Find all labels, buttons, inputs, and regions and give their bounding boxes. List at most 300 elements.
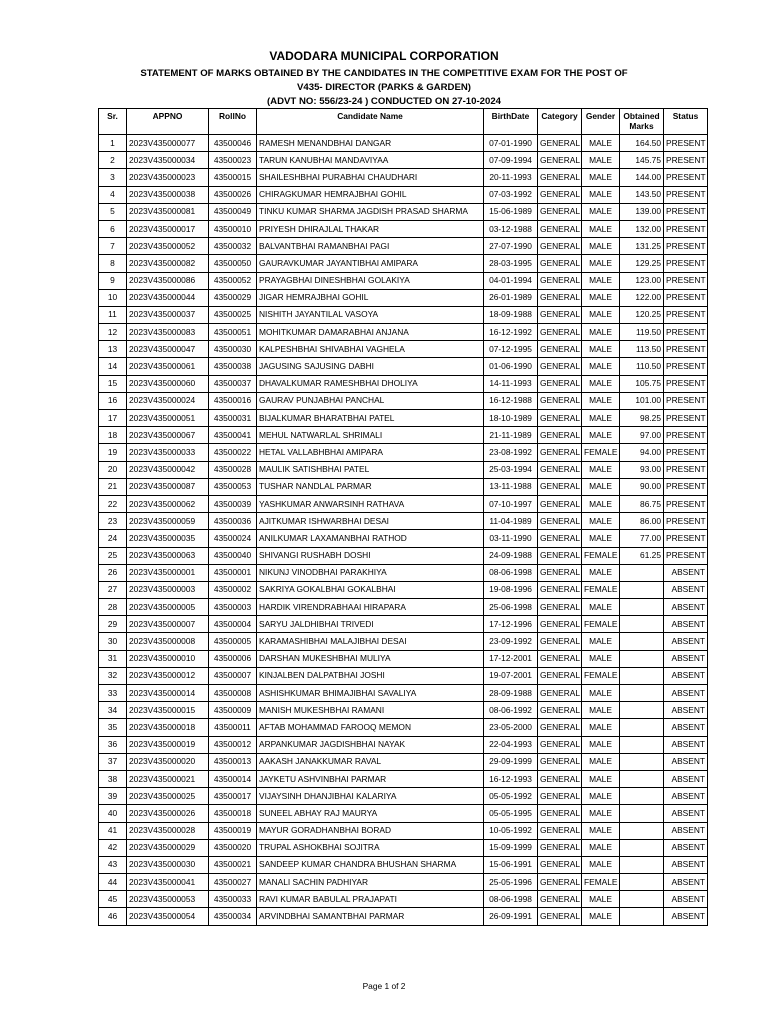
birthdate-cell: 24-09-1988 <box>484 547 538 564</box>
sr-cell: 33 <box>99 685 127 702</box>
marks-cell <box>620 564 664 581</box>
status-cell: PRESENT <box>664 530 708 547</box>
rollno-cell: 43500020 <box>209 839 257 856</box>
table-row <box>99 306 708 323</box>
candidate-name-cell: SHAILESHBHAI PURABHAI CHAUDHARI <box>257 169 484 186</box>
birthdate-cell: 04-01-1994 <box>484 272 538 289</box>
marks-cell <box>620 788 664 805</box>
candidate-name-cell: SANDEEP KUMAR CHANDRA BHUSHAN SHARMA <box>257 856 484 873</box>
birthdate-cell: 18-10-1989 <box>484 410 538 427</box>
appno-cell: 2023V435000033 <box>127 444 209 461</box>
table-row <box>99 685 708 702</box>
appno-cell: 2023V435000037 <box>127 306 209 323</box>
birthdate-cell: 16-12-1988 <box>484 392 538 409</box>
candidate-name-cell: SARYU JALDHIBHAI TRIVEDI <box>257 616 484 633</box>
birthdate-cell: 08-06-1998 <box>484 891 538 908</box>
sr-cell: 45 <box>99 891 127 908</box>
marks-cell: 144.00 <box>620 169 664 186</box>
category-cell: GENERAL <box>538 736 582 753</box>
gender-cell: FEMALE <box>582 444 620 461</box>
rollno-cell: 43500051 <box>209 324 257 341</box>
table-row <box>99 891 708 908</box>
sr-cell: 2 <box>99 152 127 169</box>
sr-cell: 30 <box>99 633 127 650</box>
appno-cell: 2023V435000024 <box>127 392 209 409</box>
gender-cell: MALE <box>582 324 620 341</box>
sr-cell: 13 <box>99 341 127 358</box>
status-cell: ABSENT <box>664 753 708 770</box>
birthdate-cell: 25-03-1994 <box>484 461 538 478</box>
gender-cell: MALE <box>582 891 620 908</box>
gender-cell: MALE <box>582 375 620 392</box>
table-row <box>99 375 708 392</box>
appno-cell: 2023V435000008 <box>127 633 209 650</box>
candidate-name-cell: TUSHAR NANDLAL PARMAR <box>257 478 484 495</box>
rollno-cell: 43500053 <box>209 478 257 495</box>
category-cell: GENERAL <box>538 324 582 341</box>
birthdate-cell: 13-11-1988 <box>484 478 538 495</box>
category-cell: GENERAL <box>538 633 582 650</box>
marks-cell: 94.00 <box>620 444 664 461</box>
marks-cell: 123.00 <box>620 272 664 289</box>
gender-cell: FEMALE <box>582 581 620 598</box>
category-cell: GENERAL <box>538 255 582 272</box>
appno-cell: 2023V435000051 <box>127 410 209 427</box>
sr-cell: 23 <box>99 513 127 530</box>
birthdate-cell: 17-12-2001 <box>484 650 538 667</box>
table-row <box>99 770 708 787</box>
category-cell: GENERAL <box>538 495 582 512</box>
birthdate-cell: 11-04-1989 <box>484 513 538 530</box>
status-cell: ABSENT <box>664 633 708 650</box>
gender-cell: MALE <box>582 169 620 186</box>
sr-cell: 43 <box>99 856 127 873</box>
status-cell: ABSENT <box>664 736 708 753</box>
table-row <box>99 581 708 598</box>
marks-cell: 93.00 <box>620 461 664 478</box>
candidate-name-cell: HETAL VALLABHBHAI AMIPARA <box>257 444 484 461</box>
category-cell: GENERAL <box>538 856 582 873</box>
status-cell: PRESENT <box>664 152 708 169</box>
birthdate-cell: 07-03-1992 <box>484 186 538 203</box>
sr-cell: 6 <box>99 220 127 237</box>
rollno-cell: 43500003 <box>209 599 257 616</box>
rollno-cell: 43500022 <box>209 444 257 461</box>
sr-cell: 27 <box>99 581 127 598</box>
sr-cell: 41 <box>99 822 127 839</box>
appno-cell: 2023V435000010 <box>127 650 209 667</box>
marks-cell: 61.25 <box>620 547 664 564</box>
category-cell: GENERAL <box>538 410 582 427</box>
category-cell: GENERAL <box>538 169 582 186</box>
table-row <box>99 839 708 856</box>
marks-cell <box>620 581 664 598</box>
status-cell: ABSENT <box>664 839 708 856</box>
birthdate-cell: 15-06-1991 <box>484 856 538 873</box>
appno-cell: 2023V435000086 <box>127 272 209 289</box>
column-header: Sr. <box>99 109 127 135</box>
category-cell: GENERAL <box>538 839 582 856</box>
birthdate-cell: 23-05-2000 <box>484 719 538 736</box>
table-row <box>99 324 708 341</box>
rollno-cell: 43500034 <box>209 908 257 925</box>
candidate-name-cell: MANALI SACHIN PADHIYAR <box>257 874 484 891</box>
category-cell: GENERAL <box>538 444 582 461</box>
marks-cell <box>620 633 664 650</box>
sr-cell: 29 <box>99 616 127 633</box>
sr-cell: 44 <box>99 874 127 891</box>
appno-cell: 2023V435000063 <box>127 547 209 564</box>
marks-cell <box>620 736 664 753</box>
appno-cell: 2023V435000038 <box>127 186 209 203</box>
category-cell: GENERAL <box>538 581 582 598</box>
birthdate-cell: 07-10-1997 <box>484 495 538 512</box>
sr-cell: 28 <box>99 599 127 616</box>
gender-cell: MALE <box>582 753 620 770</box>
sr-cell: 5 <box>99 203 127 220</box>
status-cell: ABSENT <box>664 650 708 667</box>
rollno-cell: 43500008 <box>209 685 257 702</box>
candidate-name-cell: NIKUNJ VINODBHAI PARAKHIYA <box>257 564 484 581</box>
rollno-cell: 43500001 <box>209 564 257 581</box>
category-cell: GENERAL <box>538 392 582 409</box>
table-row <box>99 272 708 289</box>
rollno-cell: 43500049 <box>209 203 257 220</box>
candidate-name-cell: SAKRIYA GOKALBHAI GOKALBHAI <box>257 581 484 598</box>
appno-cell: 2023V435000014 <box>127 685 209 702</box>
sr-cell: 19 <box>99 444 127 461</box>
status-cell: PRESENT <box>664 513 708 530</box>
table-row <box>99 358 708 375</box>
statement-title: STATEMENT OF MARKS OBTAINED BY THE CANDIDATES IN THE COMPETITIVE EXAM FOR THE POST OF <box>140 68 628 79</box>
appno-cell: 2023V435000082 <box>127 255 209 272</box>
marks-cell <box>620 908 664 925</box>
rollno-cell: 43500019 <box>209 822 257 839</box>
marks-cell: 122.00 <box>620 289 664 306</box>
category-cell: GENERAL <box>538 135 582 152</box>
appno-cell: 2023V435000034 <box>127 152 209 169</box>
table-row <box>99 392 708 409</box>
sr-cell: 34 <box>99 702 127 719</box>
post-title: V435- DIRECTOR (PARKS & GARDEN) <box>297 82 471 93</box>
marks-cell <box>620 753 664 770</box>
rollno-cell: 43500038 <box>209 358 257 375</box>
status-cell: PRESENT <box>664 203 708 220</box>
appno-cell: 2023V435000020 <box>127 753 209 770</box>
rollno-cell: 43500037 <box>209 375 257 392</box>
status-cell: ABSENT <box>664 874 708 891</box>
birthdate-cell: 01-06-1990 <box>484 358 538 375</box>
rollno-cell: 43500033 <box>209 891 257 908</box>
marks-cell <box>620 822 664 839</box>
gender-cell: FEMALE <box>582 547 620 564</box>
category-cell: GENERAL <box>538 341 582 358</box>
marks-cell: 143.50 <box>620 186 664 203</box>
table-row <box>99 736 708 753</box>
sr-cell: 40 <box>99 805 127 822</box>
rollno-cell: 43500005 <box>209 633 257 650</box>
appno-cell: 2023V435000054 <box>127 908 209 925</box>
rollno-cell: 43500040 <box>209 547 257 564</box>
table-row <box>99 238 708 255</box>
marks-cell <box>620 839 664 856</box>
birthdate-cell: 15-09-1999 <box>484 839 538 856</box>
category-cell: GENERAL <box>538 719 582 736</box>
category-cell: GENERAL <box>538 461 582 478</box>
status-cell: PRESENT <box>664 289 708 306</box>
rollno-cell: 43500011 <box>209 719 257 736</box>
column-header: RollNo <box>209 109 257 135</box>
rollno-cell: 43500028 <box>209 461 257 478</box>
status-cell: PRESENT <box>664 306 708 323</box>
gender-cell: MALE <box>582 633 620 650</box>
rollno-cell: 43500025 <box>209 306 257 323</box>
status-cell: PRESENT <box>664 272 708 289</box>
gender-cell: MALE <box>582 822 620 839</box>
appno-cell: 2023V435000028 <box>127 822 209 839</box>
appno-cell: 2023V435000077 <box>127 135 209 152</box>
marks-cell <box>620 805 664 822</box>
birthdate-cell: 16-12-1992 <box>484 324 538 341</box>
candidate-name-cell: ARVINDBHAI SAMANTBHAI PARMAR <box>257 908 484 925</box>
candidate-name-cell: PRIYESH DHIRAJLAL THAKAR <box>257 220 484 237</box>
sr-cell: 10 <box>99 289 127 306</box>
gender-cell: MALE <box>582 788 620 805</box>
sr-cell: 36 <box>99 736 127 753</box>
gender-cell: MALE <box>582 341 620 358</box>
category-cell: GENERAL <box>538 616 582 633</box>
marks-cell <box>620 719 664 736</box>
candidate-name-cell: DARSHAN MUKESHBHAI MULIYA <box>257 650 484 667</box>
gender-cell: MALE <box>582 736 620 753</box>
candidate-name-cell: NISHITH JAYANTILAL VASOYA <box>257 306 484 323</box>
birthdate-cell: 14-11-1993 <box>484 375 538 392</box>
table-row <box>99 753 708 770</box>
appno-cell: 2023V435000042 <box>127 461 209 478</box>
appno-cell: 2023V435000019 <box>127 736 209 753</box>
appno-cell: 2023V435000083 <box>127 324 209 341</box>
rollno-cell: 43500026 <box>209 186 257 203</box>
appno-cell: 2023V435000030 <box>127 856 209 873</box>
appno-cell: 2023V435000029 <box>127 839 209 856</box>
appno-cell: 2023V435000021 <box>127 770 209 787</box>
sr-cell: 18 <box>99 427 127 444</box>
candidate-name-cell: BALVANTBHAI RAMANBHAI PAGI <box>257 238 484 255</box>
status-cell: PRESENT <box>664 410 708 427</box>
gender-cell: MALE <box>582 530 620 547</box>
table-row <box>99 203 708 220</box>
sr-cell: 17 <box>99 410 127 427</box>
gender-cell: FEMALE <box>582 667 620 684</box>
gender-cell: MALE <box>582 152 620 169</box>
marks-cell <box>620 685 664 702</box>
status-cell: PRESENT <box>664 495 708 512</box>
candidate-name-cell: AAKASH JANAKKUMAR RAVAL <box>257 753 484 770</box>
candidate-name-cell: TINKU KUMAR SHARMA JAGDISH PRASAD SHARMA <box>257 203 484 220</box>
category-cell: GENERAL <box>538 805 582 822</box>
category-cell: GENERAL <box>538 702 582 719</box>
status-cell: ABSENT <box>664 822 708 839</box>
gender-cell: MALE <box>582 564 620 581</box>
marks-cell: 86.75 <box>620 495 664 512</box>
status-cell: ABSENT <box>664 719 708 736</box>
sr-cell: 31 <box>99 650 127 667</box>
marks-cell: 129.25 <box>620 255 664 272</box>
gender-cell: MALE <box>582 255 620 272</box>
birthdate-cell: 03-11-1990 <box>484 530 538 547</box>
marks-cell: 145.75 <box>620 152 664 169</box>
category-cell: GENERAL <box>538 375 582 392</box>
status-cell: ABSENT <box>664 685 708 702</box>
table-row <box>99 633 708 650</box>
marks-cell: 101.00 <box>620 392 664 409</box>
appno-cell: 2023V435000003 <box>127 581 209 598</box>
category-cell: GENERAL <box>538 908 582 925</box>
table-row <box>99 547 708 564</box>
gender-cell: MALE <box>582 805 620 822</box>
rollno-cell: 43500041 <box>209 427 257 444</box>
appno-cell: 2023V435000087 <box>127 478 209 495</box>
gender-cell: MALE <box>582 461 620 478</box>
gender-cell: MALE <box>582 719 620 736</box>
status-cell: ABSENT <box>664 770 708 787</box>
birthdate-cell: 29-09-1999 <box>484 753 538 770</box>
table-row <box>99 530 708 547</box>
table-row <box>99 788 708 805</box>
category-cell: GENERAL <box>538 599 582 616</box>
candidate-name-cell: TARUN KANUBHAI MANDAVIYAA <box>257 152 484 169</box>
candidate-name-cell: GAURAVKUMAR JAYANTIBHAI AMIPARA <box>257 255 484 272</box>
marks-cell: 139.00 <box>620 203 664 220</box>
table-row <box>99 719 708 736</box>
birthdate-cell: 20-11-1993 <box>484 169 538 186</box>
sr-cell: 12 <box>99 324 127 341</box>
rollno-cell: 43500018 <box>209 805 257 822</box>
table-body <box>99 135 708 926</box>
appno-cell: 2023V435000062 <box>127 495 209 512</box>
rollno-cell: 43500032 <box>209 238 257 255</box>
marks-cell: 164.50 <box>620 135 664 152</box>
appno-cell: 2023V435000044 <box>127 289 209 306</box>
gender-cell: MALE <box>582 289 620 306</box>
birthdate-cell: 07-12-1995 <box>484 341 538 358</box>
status-cell: ABSENT <box>664 908 708 925</box>
table-row <box>99 702 708 719</box>
marks-cell: 98.25 <box>620 410 664 427</box>
appno-cell: 2023V435000035 <box>127 530 209 547</box>
birthdate-cell: 05-05-1995 <box>484 805 538 822</box>
status-cell: PRESENT <box>664 392 708 409</box>
gender-cell: MALE <box>582 203 620 220</box>
gender-cell: MALE <box>582 513 620 530</box>
rollno-cell: 43500031 <box>209 410 257 427</box>
candidate-name-cell: VIJAYSINH DHANJIBHAI KALARIYA <box>257 788 484 805</box>
sr-cell: 14 <box>99 358 127 375</box>
candidate-name-cell: SUNEEL ABHAY RAJ MAURYA <box>257 805 484 822</box>
status-cell: PRESENT <box>664 461 708 478</box>
gender-cell: MALE <box>582 135 620 152</box>
candidate-name-cell: RAVI KUMAR BABULAL PRAJAPATI <box>257 891 484 908</box>
appno-cell: 2023V435000061 <box>127 358 209 375</box>
category-cell: GENERAL <box>538 788 582 805</box>
rollno-cell: 43500052 <box>209 272 257 289</box>
category-cell: GENERAL <box>538 289 582 306</box>
column-header: Status <box>664 109 708 135</box>
marks-cell: 132.00 <box>620 220 664 237</box>
advertisement-line: (ADVT NO: 556/23-24 ) CONDUCTED ON 27-10-2024 <box>266 96 502 107</box>
sr-cell: 35 <box>99 719 127 736</box>
status-cell: ABSENT <box>664 788 708 805</box>
table-row <box>99 667 708 684</box>
sr-cell: 32 <box>99 667 127 684</box>
sr-cell: 7 <box>99 238 127 255</box>
column-header: Obtained Marks <box>620 109 664 135</box>
appno-cell: 2023V435000023 <box>127 169 209 186</box>
sr-cell: 15 <box>99 375 127 392</box>
sr-cell: 8 <box>99 255 127 272</box>
candidate-name-cell: JAGUSING SAJUSING DABHI <box>257 358 484 375</box>
marks-cell: 86.00 <box>620 513 664 530</box>
gender-cell: MALE <box>582 186 620 203</box>
marks-cell: 97.00 <box>620 427 664 444</box>
status-cell: PRESENT <box>664 478 708 495</box>
sr-cell: 20 <box>99 461 127 478</box>
category-cell: GENERAL <box>538 358 582 375</box>
sr-cell: 9 <box>99 272 127 289</box>
status-cell: PRESENT <box>664 324 708 341</box>
category-cell: GENERAL <box>538 891 582 908</box>
page-number: Page 1 of 2 <box>362 981 406 991</box>
gender-cell: FEMALE <box>582 616 620 633</box>
marks-cell: 131.25 <box>620 238 664 255</box>
candidate-name-cell: ARPANKUMAR JAGDISHBHAI NAYAK <box>257 736 484 753</box>
gender-cell: MALE <box>582 392 620 409</box>
birthdate-cell: 18-09-1988 <box>484 306 538 323</box>
category-cell: GENERAL <box>538 478 582 495</box>
candidate-name-cell: MAYUR GORADHANBHAI BORAD <box>257 822 484 839</box>
birthdate-cell: 26-01-1989 <box>484 289 538 306</box>
candidate-name-cell: JIGAR HEMRAJBHAI GOHIL <box>257 289 484 306</box>
birthdate-cell: 17-12-1996 <box>484 616 538 633</box>
table-row <box>99 186 708 203</box>
rollno-cell: 43500024 <box>209 530 257 547</box>
column-header: APPNO <box>127 109 209 135</box>
status-cell: PRESENT <box>664 341 708 358</box>
sr-cell: 38 <box>99 770 127 787</box>
gender-cell: MALE <box>582 702 620 719</box>
birthdate-cell: 21-11-1989 <box>484 427 538 444</box>
birthdate-cell: 28-09-1988 <box>484 685 538 702</box>
candidate-name-cell: PRAYAGBHAI DINESHBHAI GOLAKIYA <box>257 272 484 289</box>
status-cell: ABSENT <box>664 564 708 581</box>
appno-cell: 2023V435000017 <box>127 220 209 237</box>
rollno-cell: 43500004 <box>209 616 257 633</box>
rollno-cell: 43500021 <box>209 856 257 873</box>
candidate-name-cell: ANILKUMAR LAXAMANBHAI RATHOD <box>257 530 484 547</box>
status-cell: PRESENT <box>664 238 708 255</box>
appno-cell: 2023V435000018 <box>127 719 209 736</box>
appno-cell: 2023V435000001 <box>127 564 209 581</box>
sr-cell: 11 <box>99 306 127 323</box>
marks-cell: 110.50 <box>620 358 664 375</box>
gender-cell: MALE <box>582 839 620 856</box>
marks-cell <box>620 616 664 633</box>
rollno-cell: 43500029 <box>209 289 257 306</box>
sr-cell: 21 <box>99 478 127 495</box>
marks-cell: 113.50 <box>620 341 664 358</box>
gender-cell: MALE <box>582 358 620 375</box>
marks-cell: 90.00 <box>620 478 664 495</box>
